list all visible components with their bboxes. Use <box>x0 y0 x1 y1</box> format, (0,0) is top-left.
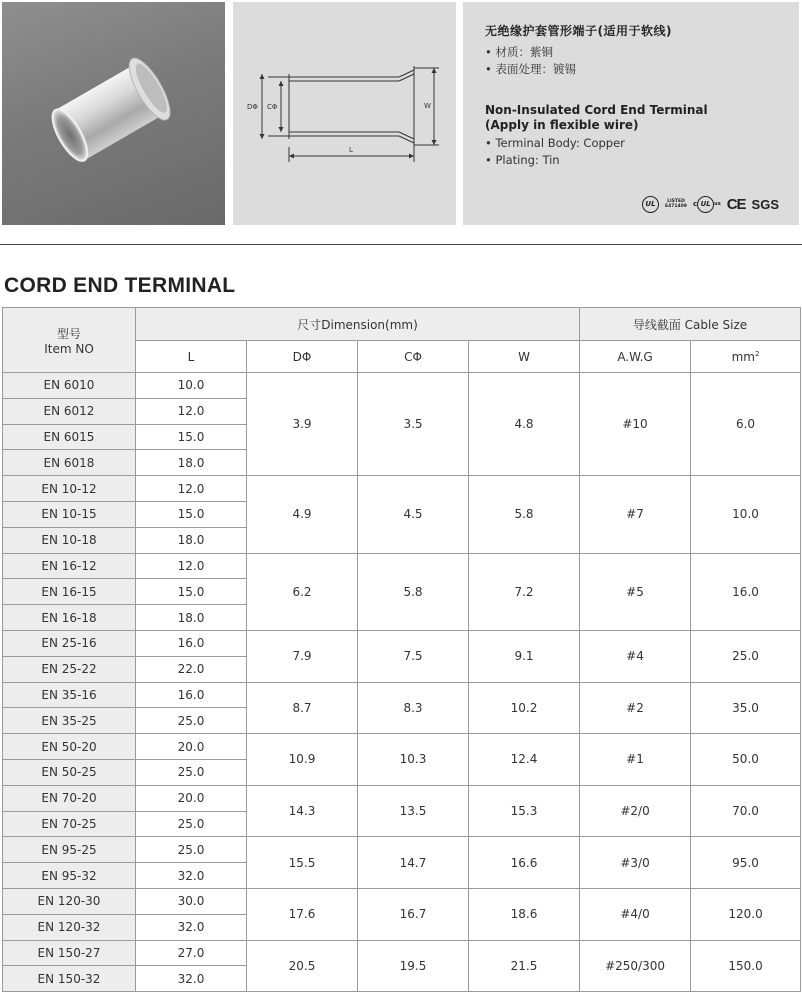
w-cell: 15.3 <box>469 785 580 837</box>
table-row <box>3 682 801 708</box>
d-diameter-cell: 17.6 <box>247 888 358 940</box>
awg-cell: #3/0 <box>580 837 691 889</box>
ul-mark-icon: UL <box>642 196 659 213</box>
item-no-cell: EN 10-18 <box>3 527 136 553</box>
cable-mm2-cell: 95.0 <box>691 837 801 889</box>
c-diameter-cell: 7.5 <box>358 630 469 682</box>
cable-mm2-cell: 16.0 <box>691 553 801 630</box>
length-cell: 32.0 <box>136 966 247 992</box>
item-no-cell: EN 10-15 <box>3 501 136 527</box>
awg-cell: #2 <box>580 682 691 734</box>
item-no-cell: EN 70-25 <box>3 811 136 837</box>
dimension-group-header: 尺寸Dimension(mm) <box>136 308 580 341</box>
length-cell: 25.0 <box>136 708 247 734</box>
col-c-header: CΦ <box>358 341 469 373</box>
length-cell: 25.0 <box>136 759 247 785</box>
section-divider <box>0 244 802 245</box>
col-mm2-header <box>691 341 801 373</box>
spec-table <box>2 307 801 992</box>
c-diameter-cell: 3.5 <box>358 373 469 476</box>
length-cell: 18.0 <box>136 605 247 631</box>
c-diameter-cell: 5.8 <box>358 553 469 630</box>
length-cell: 18.0 <box>136 527 247 553</box>
length-cell: 32.0 <box>136 914 247 940</box>
awg-cell: #5 <box>580 553 691 630</box>
col-l-header: L <box>136 341 247 373</box>
d-diameter-cell: 7.9 <box>247 630 358 682</box>
awg-cell: #4 <box>580 630 691 682</box>
c-diameter-cell: 8.3 <box>358 682 469 734</box>
c-diameter-cell: 4.5 <box>358 476 469 553</box>
length-cell: 16.0 <box>136 682 247 708</box>
item-header-cn: 型号 <box>56 326 81 341</box>
cable-mm2-cell: 50.0 <box>691 734 801 786</box>
cul-c: c <box>692 200 698 208</box>
item-no-cell: EN 120-30 <box>3 888 136 914</box>
item-no-cell: EN 6018 <box>3 450 136 476</box>
d-diameter-cell: 4.9 <box>247 476 358 553</box>
w-cell: 12.4 <box>469 734 580 786</box>
length-cell: 12.0 <box>136 398 247 424</box>
certification-marks <box>463 194 779 214</box>
awg-cell: #10 <box>580 373 691 476</box>
awg-cell: #1 <box>580 734 691 786</box>
length-cell: 15.0 <box>136 579 247 605</box>
item-no-cell: EN 6010 <box>3 373 136 399</box>
cul-mark-icon <box>693 196 721 213</box>
d-dimension-label: DΦ <box>247 103 258 111</box>
awg-cell: #250/300 <box>580 940 691 992</box>
col-awg-header: A.W.G <box>580 341 691 373</box>
item-no-cell: EN 10-12 <box>3 476 136 502</box>
cable-mm2-cell: 120.0 <box>691 888 801 940</box>
product-title-en: Non-Insulated Cord End Terminal <box>485 103 708 117</box>
item-no-cell: EN 150-27 <box>3 940 136 966</box>
dimension-diagram <box>233 2 456 225</box>
w-cell: 21.5 <box>469 940 580 992</box>
d-diameter-cell: 8.7 <box>247 682 358 734</box>
d-diameter-cell: 10.9 <box>247 734 358 786</box>
c-dimension-label: CΦ <box>267 103 278 111</box>
item-no-cell: EN 16-15 <box>3 579 136 605</box>
item-no-cell: EN 50-25 <box>3 759 136 785</box>
table-row <box>3 888 801 914</box>
item-no-cell: EN 25-16 <box>3 630 136 656</box>
length-cell: 12.0 <box>136 476 247 502</box>
section-title: CORD END TERMINAL <box>4 274 236 297</box>
item-no-cell: EN 120-32 <box>3 914 136 940</box>
c-diameter-cell: 19.5 <box>358 940 469 992</box>
w-cell: 4.8 <box>469 373 580 476</box>
terminal-drawing <box>233 2 456 225</box>
d-diameter-cell: 14.3 <box>247 785 358 837</box>
listed-number: E471409 <box>665 204 687 209</box>
awg-cell: #2/0 <box>580 785 691 837</box>
sgs-mark-icon: SGS <box>751 196 779 212</box>
w-cell: 18.6 <box>469 888 580 940</box>
item-no-cell: EN 6012 <box>3 398 136 424</box>
table-row <box>3 940 801 966</box>
cable-mm2-cell: 150.0 <box>691 940 801 992</box>
terminal-body-en: • Terminal Body: Copper <box>485 136 625 150</box>
item-header-en: Item NO <box>44 341 94 356</box>
spec-table-body <box>3 373 801 992</box>
table-row <box>3 785 801 811</box>
length-cell: 10.0 <box>136 373 247 399</box>
w-cell: 16.6 <box>469 837 580 889</box>
cable-mm2-cell: 70.0 <box>691 785 801 837</box>
table-row <box>3 734 801 760</box>
l-dimension-label: L <box>349 146 353 154</box>
product-subtitle-en: (Apply in flexible wire) <box>485 118 639 132</box>
c-diameter-cell: 14.7 <box>358 837 469 889</box>
item-no-cell: EN 95-32 <box>3 863 136 889</box>
plating-en: • Plating: Tin <box>485 153 560 167</box>
awg-cell: #7 <box>580 476 691 553</box>
c-diameter-cell: 13.5 <box>358 785 469 837</box>
item-no-cell: EN 70-20 <box>3 785 136 811</box>
listed-text: LISTED <box>667 199 685 204</box>
c-diameter-cell: 10.3 <box>358 734 469 786</box>
cable-mm2-cell: 10.0 <box>691 476 801 553</box>
w-dimension-label: W <box>424 102 431 110</box>
d-diameter-cell: 15.5 <box>247 837 358 889</box>
cable-mm2-cell: 6.0 <box>691 373 801 476</box>
surface-treatment-cn: • 表面处理：镀锡 <box>485 62 576 76</box>
ferrule-image <box>2 2 225 225</box>
length-cell: 16.0 <box>136 630 247 656</box>
item-no-cell: EN 50-20 <box>3 734 136 760</box>
length-cell: 27.0 <box>136 940 247 966</box>
col-mm2-sup: 2 <box>754 349 760 358</box>
product-photo <box>2 2 225 225</box>
w-cell: 10.2 <box>469 682 580 734</box>
length-cell: 20.0 <box>136 785 247 811</box>
length-cell: 32.0 <box>136 863 247 889</box>
w-cell: 5.8 <box>469 476 580 553</box>
length-cell: 25.0 <box>136 811 247 837</box>
item-no-cell: EN 25-22 <box>3 656 136 682</box>
d-diameter-cell: 3.9 <box>247 373 358 476</box>
cul-us: us <box>714 201 721 207</box>
d-diameter-cell: 6.2 <box>247 553 358 630</box>
material-cn: • 材质：紫铜 <box>485 45 553 59</box>
table-row <box>3 553 801 579</box>
cable-mm2-cell: 35.0 <box>691 682 801 734</box>
awg-cell: #4/0 <box>580 888 691 940</box>
cul-circle: UL <box>697 196 714 213</box>
listed-mark <box>665 199 687 209</box>
table-row <box>3 837 801 863</box>
length-cell: 18.0 <box>136 450 247 476</box>
w-cell: 9.1 <box>469 630 580 682</box>
cable-size-group-header: 导线截面 Cable Size <box>580 308 801 341</box>
c-diameter-cell: 16.7 <box>358 888 469 940</box>
length-cell: 30.0 <box>136 888 247 914</box>
col-mm2-unit: mm <box>731 349 755 364</box>
table-row <box>3 476 801 502</box>
item-no-cell: EN 16-12 <box>3 553 136 579</box>
length-cell: 15.0 <box>136 501 247 527</box>
item-no-cell: EN 16-18 <box>3 605 136 631</box>
d-diameter-cell: 20.5 <box>247 940 358 992</box>
item-no-cell: EN 35-16 <box>3 682 136 708</box>
col-d-header: DΦ <box>247 341 358 373</box>
product-title-cn: 无绝缘护套管形端子(适用于软线) <box>485 24 672 38</box>
item-no-header <box>3 308 136 373</box>
col-w-header: W <box>469 341 580 373</box>
length-cell: 22.0 <box>136 656 247 682</box>
length-cell: 20.0 <box>136 734 247 760</box>
spec-panel <box>463 2 799 225</box>
item-no-cell: EN 35-25 <box>3 708 136 734</box>
length-cell: 25.0 <box>136 837 247 863</box>
item-no-cell: EN 150-32 <box>3 966 136 992</box>
table-row <box>3 373 801 399</box>
length-cell: 15.0 <box>136 424 247 450</box>
cable-mm2-cell: 25.0 <box>691 630 801 682</box>
item-no-cell: EN 6015 <box>3 424 136 450</box>
ce-mark-icon: CE <box>726 195 746 213</box>
item-no-cell: EN 95-25 <box>3 837 136 863</box>
length-cell: 12.0 <box>136 553 247 579</box>
w-cell: 7.2 <box>469 553 580 630</box>
table-row <box>3 630 801 656</box>
